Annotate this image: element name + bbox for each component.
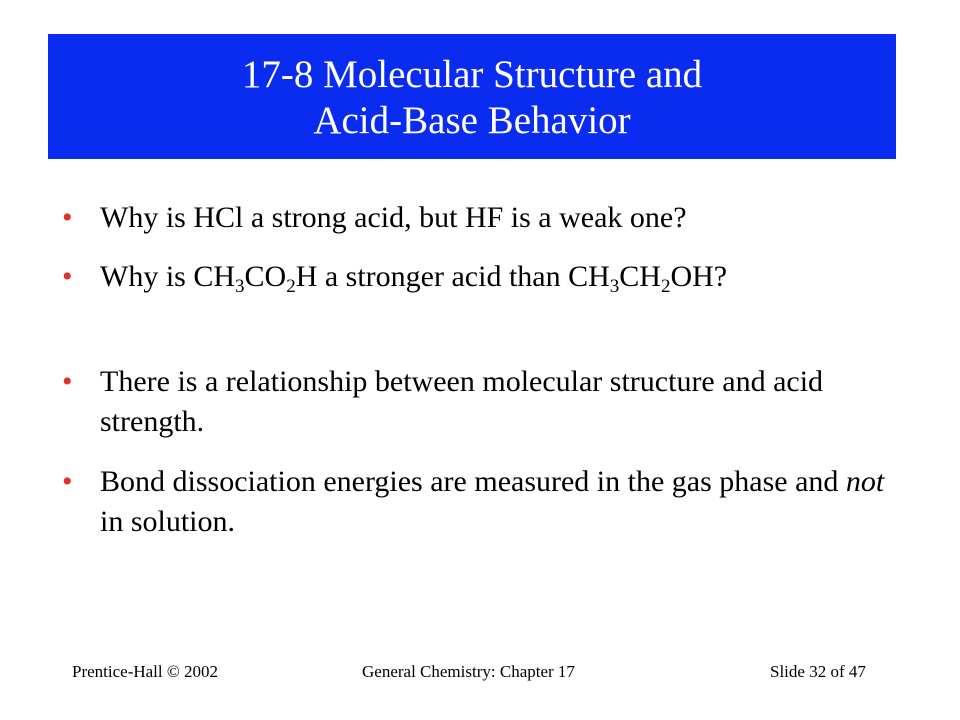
text-segment: H a stronger acid than CH [295, 260, 610, 293]
text-segment: Bond dissociation energies are measured in the gas phase and [100, 465, 846, 498]
bullet-marker: • [62, 260, 73, 293]
slide-title-line-1: 17-8 Molecular Structure and [241, 53, 703, 96]
emphasis-not: not [845, 465, 885, 498]
bullet-text [100, 257, 902, 297]
bullet-item-structure-strength [62, 362, 902, 442]
text-segment: Why is CH [100, 260, 235, 293]
slide-title-bar [48, 34, 896, 159]
text-segment: CH [619, 260, 661, 293]
footer-course: General Chemistry: Chapter 17 [362, 662, 575, 681]
bullet-item-hcl-hf [62, 198, 902, 238]
text-segment: OH? [670, 260, 728, 293]
bullet-text: Why is HCl a strong acid, but HF is a weak one? [100, 201, 687, 234]
slide-title-line-2: Acid-Base Behavior [313, 99, 631, 142]
bullet-text: There is a relationship between molecular structure and acid strength. [100, 365, 824, 438]
footer-publisher: Prentice-Hall © 2002 [72, 662, 219, 681]
subscript: 3 [235, 276, 245, 297]
bullet-item-acetic-ethanol [62, 257, 902, 297]
bullet-text [100, 462, 902, 542]
text-segment: CO [244, 260, 287, 293]
subscript: 2 [286, 276, 296, 297]
subscript: 2 [660, 276, 671, 297]
bullet-item-bond-energies [62, 462, 902, 542]
bullet-marker: • [62, 365, 73, 398]
bullet-marker: • [62, 201, 73, 234]
text-segment: in solution. [100, 505, 236, 538]
bullet-marker: • [62, 465, 73, 498]
footer-slide-number: Slide 32 of 47 [770, 662, 866, 681]
subscript: 3 [609, 276, 620, 297]
